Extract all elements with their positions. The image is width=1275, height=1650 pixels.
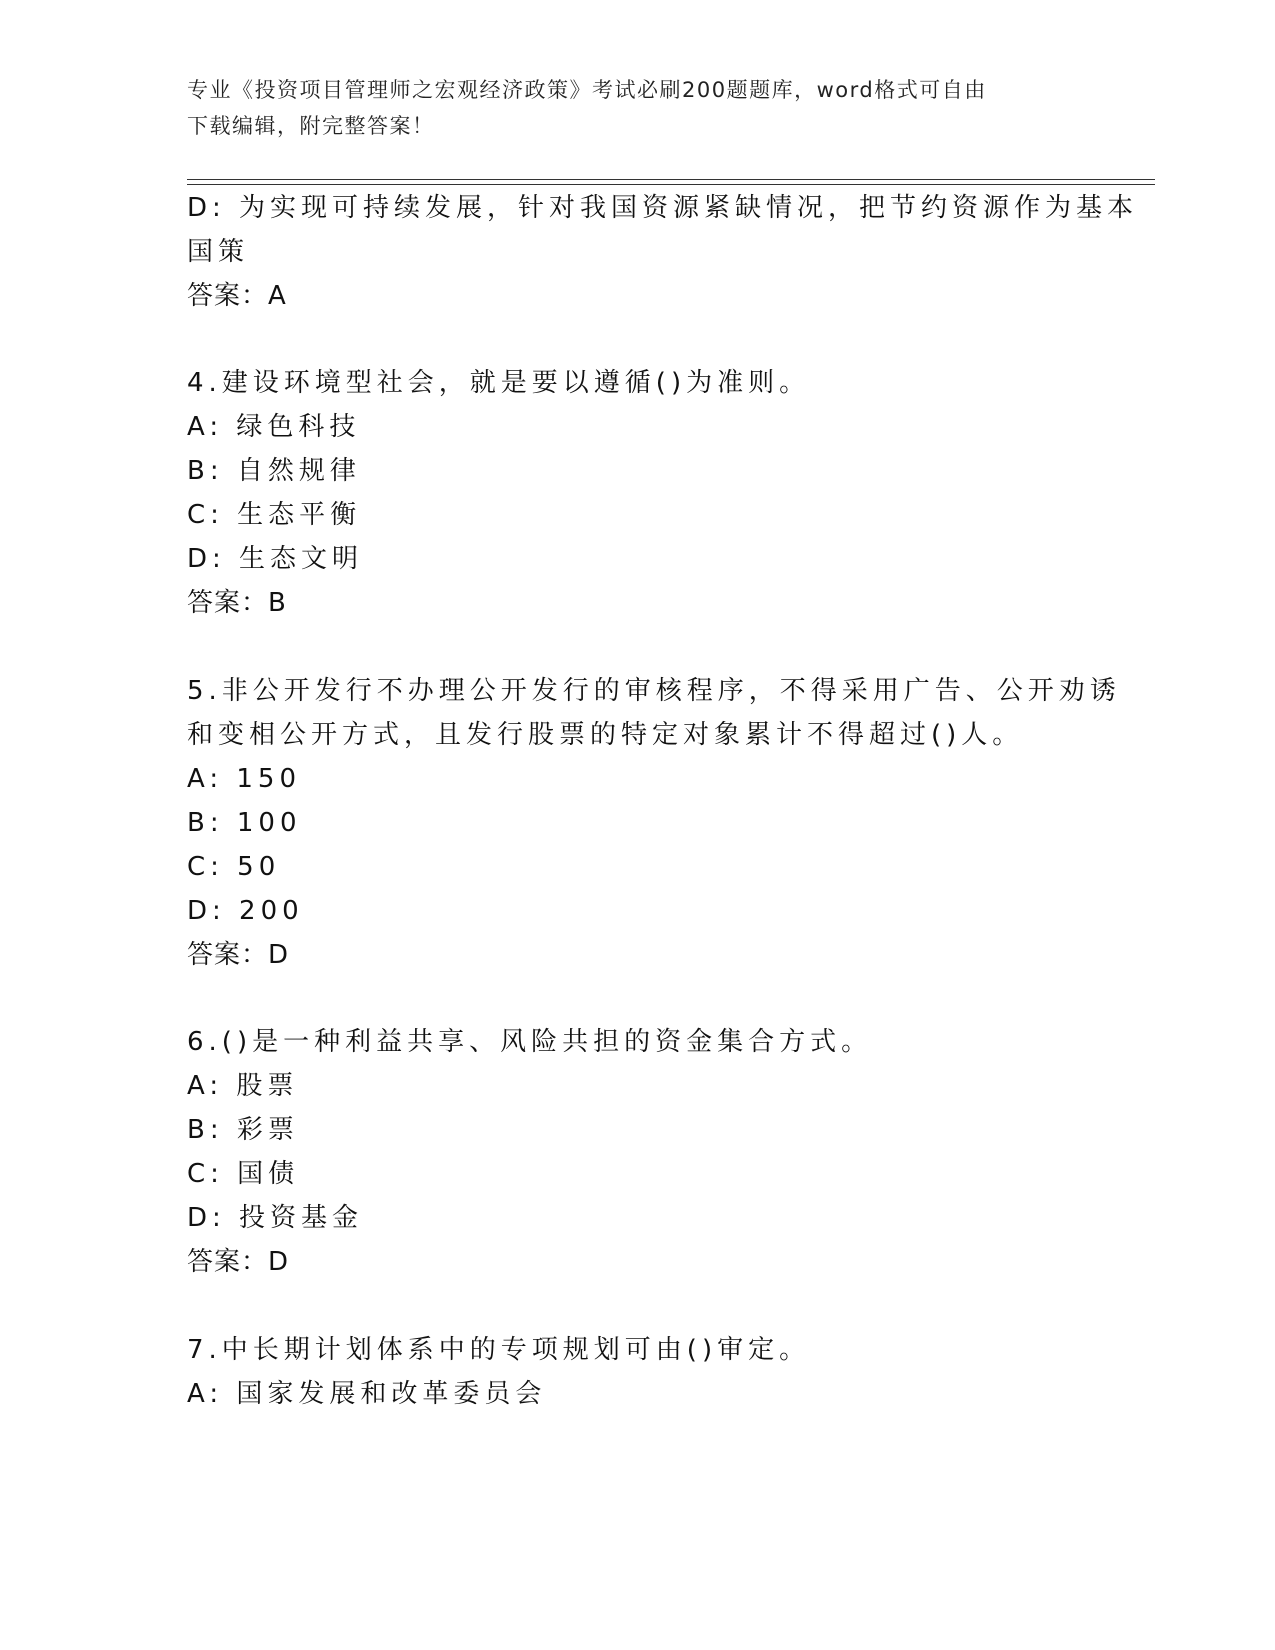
- answer-value: B: [268, 588, 286, 618]
- q5-answer: [187, 939, 288, 971]
- q4-option-c: C: 生态平衡: [187, 500, 362, 530]
- header-rule-top: [187, 179, 1155, 180]
- q6-option-b: B: 彩票: [187, 1115, 299, 1145]
- answer-label: 答案：: [187, 940, 269, 970]
- q3-option-d-line-2: 国策: [187, 237, 250, 267]
- answer-label: 答案：: [187, 588, 269, 618]
- q5-option-d: D: 200: [187, 896, 304, 926]
- q6-answer: [187, 1246, 288, 1278]
- header-rule-bottom: [187, 184, 1155, 185]
- q6-option-d: D: 投资基金: [187, 1203, 364, 1233]
- q5-option-a: A: 150: [187, 764, 301, 794]
- q4-option-d: D: 生态文明: [187, 544, 364, 574]
- document-header: [187, 72, 1077, 144]
- q6-option-a: A: 股票: [187, 1071, 299, 1101]
- header-line-1: 专业《投资项目管理师之宏观经济政策》考试必刷200题题库，word格式可自由: [187, 78, 987, 102]
- q4-answer: [187, 587, 286, 619]
- answer-label: 答案：: [187, 281, 269, 311]
- q6-question: 6.()是一种利益共享、风险共担的资金集合方式。: [187, 1027, 873, 1057]
- q4-question: 4.建设环境型社会，就是要以遵循()为准则。: [187, 368, 811, 398]
- q4-option-b: B: 自然规律: [187, 456, 361, 486]
- q5-question-line-1: 5.非公开发行不办理公开发行的审核程序，不得采用广告、公开劝诱: [187, 676, 1121, 706]
- answer-value: A: [268, 281, 286, 311]
- q4-option-a: A: 绿色科技: [187, 412, 361, 442]
- q7-option-a: A: 国家发展和改革委员会: [187, 1379, 547, 1409]
- answer-value: D: [268, 940, 289, 970]
- answer-value: D: [268, 1247, 289, 1277]
- q6-option-c: C: 国债: [187, 1159, 300, 1189]
- answer-label: 答案：: [187, 1247, 269, 1277]
- header-line-2: 下载编辑，附完整答案！: [187, 114, 435, 138]
- q5-option-c: C: 50: [187, 852, 281, 882]
- q7-question: 7.中长期计划体系中的专项规划可由()审定。: [187, 1335, 811, 1365]
- q3-option-d-line-1: D: 为实现可持续发展，针对我国资源紧缺情况，把节约资源作为基本: [187, 193, 1139, 223]
- q5-question-line-2: 和变相公开方式，且发行股票的特定对象累计不得超过()人。: [187, 720, 1024, 750]
- q5-option-b: B: 100: [187, 808, 302, 838]
- q3-answer: [187, 280, 286, 312]
